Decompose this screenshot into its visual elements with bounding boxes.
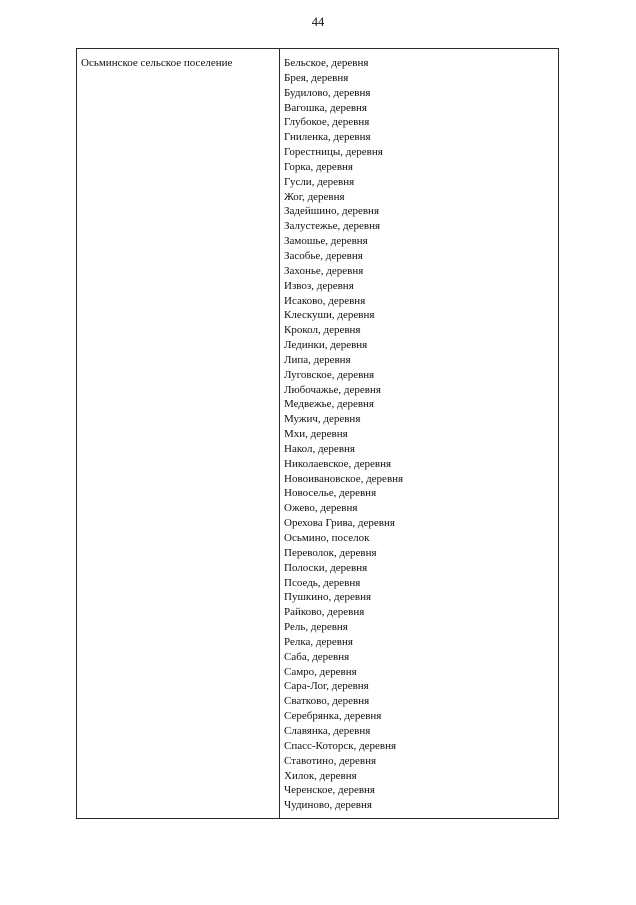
place-item: Мхи, деревня [284, 428, 348, 441]
place-item: Будилово, деревня [284, 86, 371, 99]
place-item: Глубокое, деревня [284, 116, 370, 129]
place-item: Чудиново, деревня [284, 799, 372, 812]
place-item: Серебрянка, деревня [284, 710, 382, 723]
place-item: Мужич, деревня [284, 413, 361, 426]
place-item: Извоз, деревня [284, 279, 354, 292]
column-divider [279, 49, 280, 818]
place-item: Клескуши, деревня [284, 309, 375, 322]
place-item: Псоедь, деревня [284, 576, 361, 589]
place-item: Осьмино, поселок [284, 532, 370, 544]
settlement-name-cell: Осьминское сельское поселение [81, 57, 233, 69]
place-item: Липа, деревня [284, 353, 351, 366]
place-item: Вагошка, деревня [284, 101, 367, 114]
place-item: Николаевское, деревня [284, 457, 392, 470]
place-item: Лединки, деревня [284, 339, 368, 352]
place-item: Гниленка, деревня [284, 131, 371, 144]
places-list [284, 56, 403, 813]
place-item: Горестницы, деревня [284, 146, 383, 159]
place-item: Любочажье, деревня [284, 383, 381, 396]
place-item: Релка, деревня [284, 635, 353, 648]
place-item: Гусли, деревня [284, 175, 355, 188]
page-number: 44 [311, 15, 325, 29]
place-item: Райково, деревня [284, 606, 365, 619]
place-item: Захонье, деревня [284, 264, 364, 277]
place-item: Переволок, деревня [284, 546, 377, 559]
place-item: Засобье, деревня [284, 249, 363, 262]
place-item: Ставотино, деревня [284, 754, 377, 767]
place-item: Черенское, деревня [284, 784, 375, 797]
place-item: Самро, деревня [284, 665, 357, 678]
place-item: Залустежье, деревня [284, 220, 381, 233]
place-item: Медвежье, деревня [284, 398, 374, 411]
place-item: Исаково, деревня [284, 294, 366, 307]
place-item: Славянка, деревня [284, 724, 371, 737]
place-item: Хилок, деревня [284, 769, 357, 782]
place-item: Ожево, деревня [284, 502, 358, 515]
place-item: Новоивановское, деревня [284, 472, 404, 485]
place-item: Замошье, деревня [284, 235, 368, 248]
place-item: Новоселье, деревня [284, 487, 377, 500]
place-item: Жог, деревня [284, 190, 345, 203]
place-item: Горка, деревня [284, 160, 353, 173]
place-item: Сватково, деревня [284, 695, 370, 708]
place-item: Задейшино, деревня [284, 205, 380, 218]
place-item: Саба, деревня [284, 650, 350, 663]
settlements-table [76, 48, 559, 819]
place-item: Орехова Грива, деревня [284, 517, 395, 530]
place-item: Полоски, деревня [284, 561, 368, 574]
place-item: Спасс-Которск, деревня [284, 739, 397, 752]
place-item: Пушкино, деревня [284, 591, 372, 604]
place-item: Бельское, деревня [284, 57, 369, 69]
place-item: Рель, деревня [284, 621, 348, 634]
place-item: Сара-Лог, деревня [284, 680, 369, 693]
place-item: Луговское, деревня [284, 368, 375, 381]
place-item: Брея, деревня [284, 71, 349, 84]
place-item: Накол, деревня [284, 442, 355, 455]
place-item: Крокол, деревня [284, 324, 361, 337]
